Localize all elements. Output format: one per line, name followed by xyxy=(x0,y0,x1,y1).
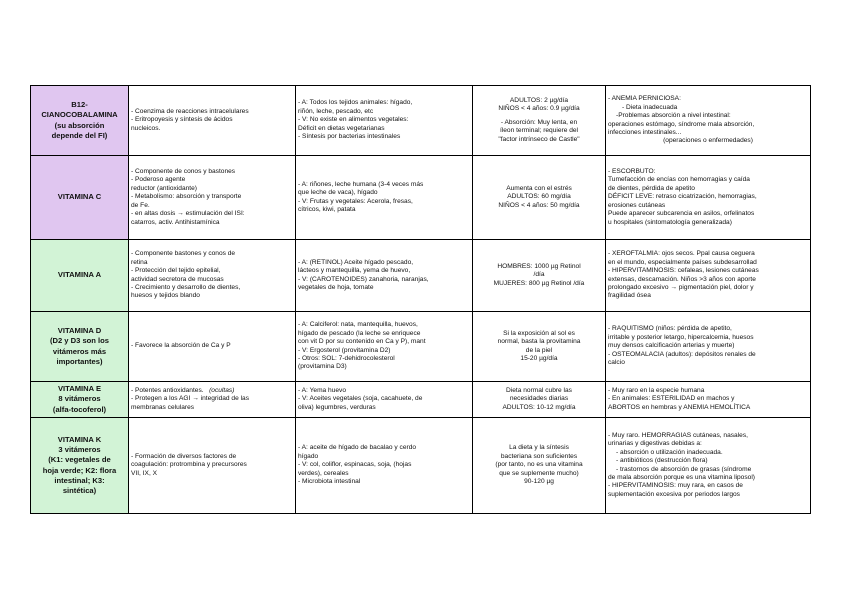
deficiency-line: - trastornos de absorción de grasas (síndrome xyxy=(616,465,752,473)
sources-line: - V: Ergosterol (provitamina D2) xyxy=(298,346,391,354)
table-row xyxy=(31,312,811,382)
sources-line: - A: Yema huevo xyxy=(298,386,347,394)
vitamin-name-line: (su absorción xyxy=(54,120,105,130)
deficiency-cell xyxy=(606,86,811,156)
functions-line: VII, IX, X xyxy=(131,469,158,477)
deficiency-cell xyxy=(606,156,811,240)
sources-line: - A: aceite de hígado de bacalao y cerdo xyxy=(298,444,417,452)
requirements-line: La dieta y la síntesis xyxy=(509,444,569,452)
table-row xyxy=(31,156,811,240)
deficiency-line: - Muy raro. HEMORRAGIAS cutáneas, nasales, xyxy=(608,431,748,439)
functions-line: - Componente de conos y bastones xyxy=(131,167,236,175)
deficiency-line: infecciones intestinales... xyxy=(608,128,682,136)
deficiency-line: - ESCORBUTO: xyxy=(608,167,656,175)
sources-line: - V: col, coliflor, espinacas, soja, (hojas xyxy=(298,461,412,469)
functions-line: nucleicos. xyxy=(131,124,161,132)
requirements-line: NIÑOS < 4 años: 0.9 µg/día xyxy=(498,105,580,113)
requirements-cell xyxy=(473,382,606,418)
deficiency-cell xyxy=(606,240,811,312)
deficiency-line: - absorción o utilización inadecuada. xyxy=(616,448,723,456)
deficiency-line: de dientes, pérdida de apetito xyxy=(608,184,695,192)
sources-cell xyxy=(296,312,473,382)
sources-line: hígado xyxy=(298,452,319,460)
deficiency-line: en el mundo, especialmente países subdesarrollad xyxy=(608,258,757,266)
sources-cell xyxy=(296,86,473,156)
functions-line: retina xyxy=(131,258,148,266)
sources-line: - Síntesis por bacterias intestinales xyxy=(298,133,401,141)
sources-line: - Microbiota intestinal xyxy=(298,478,361,486)
vitamin-name-line: 3 vitámeros xyxy=(58,445,101,455)
requirements-line: de la piel xyxy=(525,346,553,354)
vitamin-name-line: importantes) xyxy=(56,356,103,366)
functions-line: catarros, activ. Antihistamínica xyxy=(131,218,220,226)
functions-line: actividad secretora de mucosas xyxy=(131,275,224,283)
deficiency-line: fragilidad ósea xyxy=(608,292,651,300)
vitamin-name-line: depende del FI) xyxy=(51,130,108,140)
vitamin-name-line: intestinal; K3: xyxy=(54,475,105,485)
functions-cell xyxy=(129,312,296,382)
deficiency-line: de mala absorción porque es una vitamina liposol) xyxy=(608,473,755,481)
deficiency-line: prolongado excesivo → pigmentación piel, dolor y xyxy=(608,283,754,291)
requirements-line: Aumenta con el estrés xyxy=(506,184,572,192)
vitamin-name-line: sintética) xyxy=(62,485,97,495)
requirements-cell xyxy=(473,418,606,514)
functions-line: membranas celulares xyxy=(131,403,195,411)
functions-line: - Protección del tejido epitelial, xyxy=(131,267,221,275)
vitamin-name-line: hoja verde; K2: flora xyxy=(42,465,117,475)
table-row xyxy=(31,86,811,156)
deficiency-line: DÉFICIT LEVE: retraso cicatrización, hemorragias, xyxy=(608,193,757,201)
sources-cell xyxy=(296,240,473,312)
requirements-line: 15-20 µg/día xyxy=(520,354,558,362)
deficiency-line: - Muy raro en la especie humana xyxy=(608,386,705,394)
deficiency-line: calcio xyxy=(608,359,625,367)
sources-line: cítricos, kiwi, patata xyxy=(298,205,356,213)
sources-line: - A: Calciferol: nata, mantequilla, huevos, xyxy=(298,321,418,329)
requirements-line: (por tanto, no es una vitamina xyxy=(495,461,583,469)
sources-line: (provitamina D3) xyxy=(298,363,347,371)
table-row xyxy=(31,240,811,312)
functions-line: - Crecimiento y desarrollo de dientes, xyxy=(131,283,241,291)
vitamin-name-line: VITAMINA C xyxy=(57,192,102,202)
deficiency-line: suplementación excesiva por periodos largos xyxy=(608,490,740,498)
deficiency-line: Tumefacción de encías con hemorragias y caída xyxy=(608,176,750,184)
deficiency-line: - Dieta inadecuada xyxy=(622,103,678,111)
requirements-cell xyxy=(473,86,606,156)
functions-line: - Protegen a los AGI → integridad de las xyxy=(131,395,250,403)
vitamin-name-cell xyxy=(31,418,129,514)
deficiency-line: u hospitales (sintomatología generalizada) xyxy=(608,218,732,226)
requirements-line: /día xyxy=(533,271,545,279)
deficiency-line: erosiones cutáneas xyxy=(608,201,666,209)
vitamin-name-cell xyxy=(31,156,129,240)
sources-line: - Otros: SOL: 7-dehidrocolesterol xyxy=(298,354,395,362)
requirements-cell xyxy=(473,312,606,382)
deficiency-line: irritable y posterior letargo, hipercalcemia, huesos xyxy=(608,333,754,341)
functions-line: - Poderoso agente xyxy=(131,176,186,184)
sources-line: - A: Todos los tejidos animales: hígado, xyxy=(298,99,413,107)
deficiency-line: - RAQUITISMO (niños: pérdida de apetito, xyxy=(608,325,732,333)
requirements-cell xyxy=(473,240,606,312)
sources-line: - V: Aceites vegetales (soja, cacahuete, de xyxy=(298,395,423,403)
sources-line: Déficit en dietas vegetarianas xyxy=(298,124,385,132)
functions-line: de Fe. xyxy=(131,201,150,209)
requirements-line: íleon terminal; requiere del xyxy=(499,127,579,135)
functions-cell xyxy=(129,382,296,418)
sources-line: lácteos y mantequilla, yema de huevo, xyxy=(298,267,411,275)
deficiency-line: - antibióticos (destrucción flora) xyxy=(616,457,708,465)
vitamin-name-line: B12- xyxy=(71,100,88,110)
vitamin-name-line: (D2 y D3 son los xyxy=(49,336,110,346)
sources-cell xyxy=(296,418,473,514)
deficiency-line: - OSTEOMALACIA (adultos): depósitos renales de xyxy=(608,350,756,358)
functions-line: - Formación de diversos factores de xyxy=(131,452,237,460)
requirements-line: ADULTOS: 60 mg/día xyxy=(507,193,571,201)
vitamin-name-line: vitámeros más xyxy=(52,346,107,356)
deficiency-line: - ANEMIA PERNICIOSA: xyxy=(608,95,681,103)
deficiency-line: (operaciones o enfermedades) xyxy=(663,137,753,145)
deficiency-line: operaciones estómago, síndrome mala absorción, xyxy=(608,120,755,128)
vitamin-name-line: 8 vitámeros xyxy=(58,394,101,404)
functions-line: - Favorece la absorción de Ca y P xyxy=(131,342,231,350)
vitamins-table xyxy=(30,85,811,514)
sources-line: oliva) legumbres, verduras xyxy=(298,403,376,411)
requirements-line: normal, basta la provitamina xyxy=(497,338,581,346)
functions-line xyxy=(131,387,293,395)
deficiency-line: - HIPERVITAMINOSIS: cefaleas, lesiones cutáneas xyxy=(608,267,759,275)
functions-cell xyxy=(129,86,296,156)
functions-text: - Potentes antioxidantes. xyxy=(131,386,204,394)
sources-line: hígado de pescado (la leche se enriquece xyxy=(298,329,421,337)
deficiency-line: Puede aparecer subcarencia en asilos, orfelinatos xyxy=(608,210,755,218)
sources-line: - V: Frutas y vegetales: Acerola, fresas, xyxy=(298,197,413,205)
functions-line: coagulación: protrombina y precursores xyxy=(131,461,247,469)
requirements-cell xyxy=(473,156,606,240)
vitamin-name-line: VITAMINA K xyxy=(57,435,102,445)
vitamin-name-line: VITAMINA E xyxy=(57,384,102,394)
deficiency-line: - En animales: ESTERILIDAD en machos y xyxy=(608,395,735,403)
deficiency-line: -Problemas absorción a nivel intestinal: xyxy=(616,112,731,120)
table-row xyxy=(31,382,811,418)
deficiency-line: - HIPERVITAMINOSIS: muy rara, en casos de xyxy=(608,482,743,490)
functions-line: - Eritropoyesis y síntesis de ácidos xyxy=(131,116,233,124)
requirements-line: NIÑOS < 4 años: 50 mg/día xyxy=(498,201,580,209)
requirements-line: ADULTOS: 10-12 mg/día xyxy=(502,403,576,411)
functions-line: - Coenzima de reacciones intracelulares xyxy=(131,107,249,115)
requirements-line: - Absorción: Muy lenta, en xyxy=(500,118,578,126)
deficiency-line: muy densos calcificación arterias y muerte) xyxy=(608,342,735,350)
deficiency-line: ABORTOS en hembras y ANEMIA HEMOLÍTICA xyxy=(608,403,751,411)
sources-line: - A: (RETINOL) Aceite hígado pescado, xyxy=(298,258,414,266)
requirements-line: que se suplemente mucho) xyxy=(499,469,579,477)
vitamin-name-line: (K1: vegetales de xyxy=(48,455,111,465)
sources-line: - V: No existe en alimentos vegetales: xyxy=(298,116,409,124)
deficiency-line: - XEROFTALMIA: ojos secos. Ppal causa ceguera xyxy=(608,250,755,258)
sources-line: vegetales de hoja, tomate xyxy=(298,283,374,291)
vitamin-name-line: CIANOCOBALAMINA xyxy=(41,110,118,120)
functions-line: - Componente bastones y conos de xyxy=(131,250,236,258)
deficiency-line: urinarias y digestivas debidas a: xyxy=(608,440,702,448)
requirements-line: MUJERES: 800 µg Retinol /día xyxy=(493,279,585,287)
vitamin-name-cell xyxy=(31,240,129,312)
sources-line: - V: (CAROTENOIDES) zanahoria, naranjas, xyxy=(298,275,429,283)
sources-line: - A: riñones, leche humana (3-4 veces más xyxy=(298,180,424,188)
sources-line: con vit D por su contenido en Ca y P), mant xyxy=(298,338,426,346)
functions-note: (ocultas) xyxy=(209,386,235,394)
requirements-line: HOMBRES: 1000 µg Retinol xyxy=(497,262,581,270)
deficiency-line: extensas, descamación. Niños >3 años con aporte xyxy=(608,275,756,283)
deficiency-cell xyxy=(606,418,811,514)
sources-cell xyxy=(296,156,473,240)
sources-cell xyxy=(296,382,473,418)
vitamin-name-line: (alfa-tocoferol) xyxy=(52,404,107,414)
table-row xyxy=(31,418,811,514)
sources-line: verdes), cereales xyxy=(298,469,349,477)
sources-line: que leche de vaca), hígado xyxy=(298,189,378,197)
vitamin-name-cell xyxy=(31,382,129,418)
functions-line: huesos y tejidos blando xyxy=(131,292,200,300)
vitamin-name-line: VITAMINA A xyxy=(57,270,102,280)
functions-line: reductor (antioxidante) xyxy=(131,184,197,192)
vitamin-name-line: VITAMINA D xyxy=(57,326,102,336)
functions-cell xyxy=(129,240,296,312)
requirements-line: ADULTOS: 2 µg/día xyxy=(509,96,569,104)
sources-line: riñón, leche, pescado, etc xyxy=(298,107,374,115)
deficiency-cell xyxy=(606,312,811,382)
requirements-line: Si la exposición al sol es xyxy=(503,329,575,337)
requirements-line: necesidades diarias xyxy=(509,395,569,403)
requirements-line: bacteriana son suficientes xyxy=(500,452,578,460)
requirements-line: "factor intrínseco de Castle" xyxy=(498,135,580,143)
vitamin-name-cell xyxy=(31,86,129,156)
functions-line: - Metabolismo: absorción y transporte xyxy=(131,193,242,201)
vitamin-name-cell xyxy=(31,312,129,382)
functions-cell xyxy=(129,156,296,240)
deficiency-cell xyxy=(606,382,811,418)
functions-cell xyxy=(129,418,296,514)
functions-line: - en altas dosis → estimulación del ISI: xyxy=(131,210,245,218)
requirements-line: Dieta normal cubre las xyxy=(506,386,572,394)
requirements-line: 90-120 µg xyxy=(524,478,554,486)
